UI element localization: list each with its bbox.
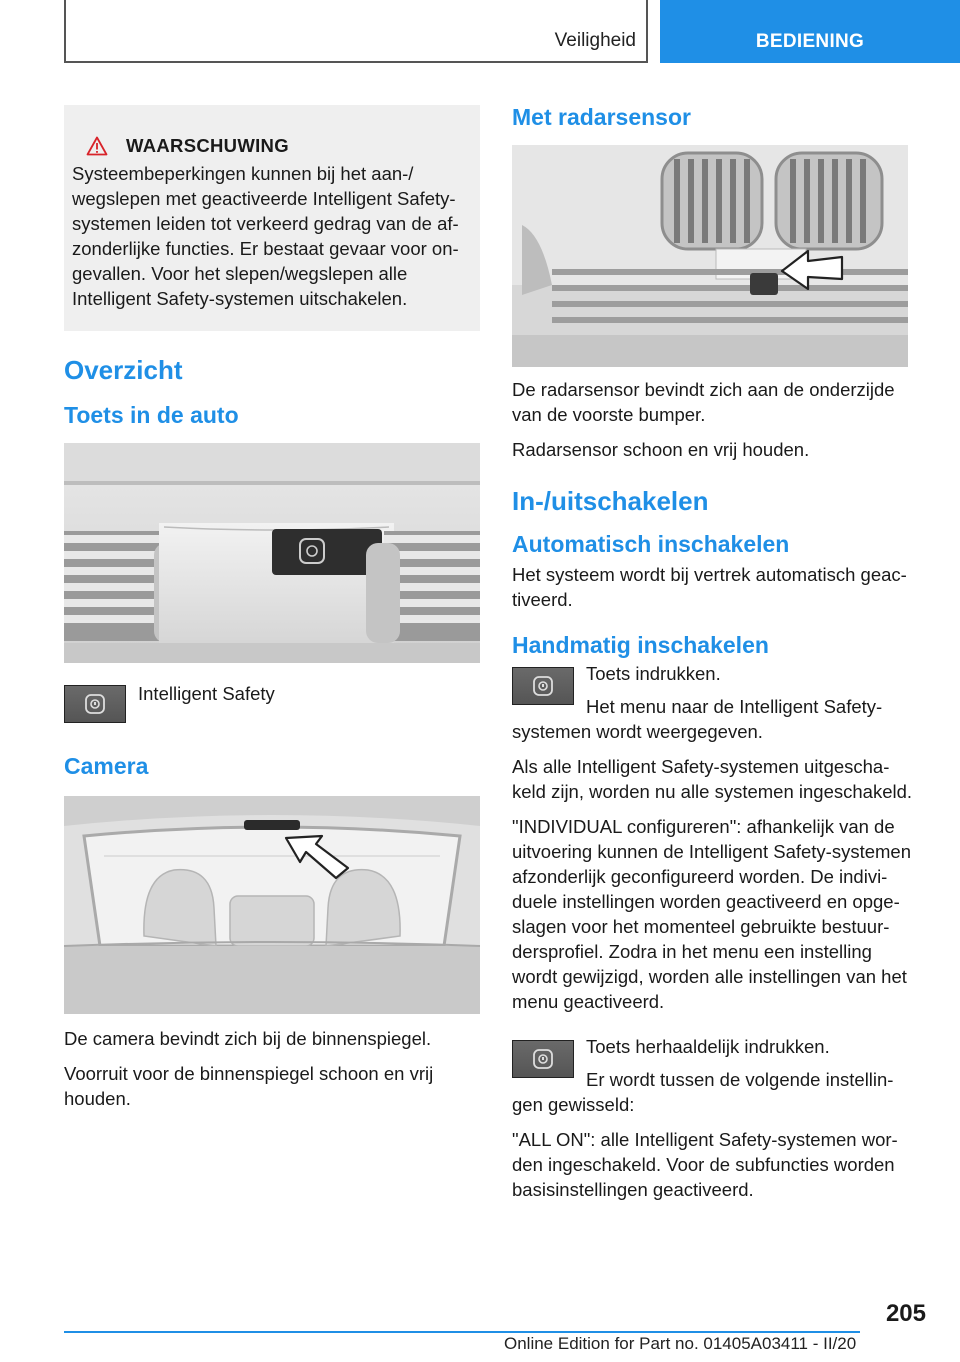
dashboard-button-figure	[64, 443, 480, 663]
warning-title: WAARSCHUWING	[126, 135, 289, 156]
manual-all-off-text: Als alle Intelligent Safety-systemen uitgescha- keld zijn, worden nu alle systemen ingeschakeld.	[512, 756, 913, 802]
all-on-text: "ALL ON": alle Intelligent Safety-systemen wor- den ingeschakeld. Voor de subfuncties worden basisinstellingen geactiveerd.	[512, 1129, 898, 1200]
heading-on-off: In-/uitschakelen	[512, 486, 709, 516]
heading-camera: Camera	[64, 753, 149, 779]
warning-text: Systeembeperkingen kunnen bij het aan-/ wegslepen met geactiveerde Intelligent Safety- systemen leiden tot verkeerd gedrag van de af- zonderlijke functies. Er bestaat gevaar voor on- gevallen. Voor het slepen/wegslepen alle Intelligent Safety-systemen uitschakelen.	[72, 163, 459, 309]
left-column	[64, 100, 480, 1121]
camera-figure	[64, 796, 480, 1014]
heading-radar: Met radarsensor	[512, 104, 691, 130]
camera-clean-text: Voorruit voor de binnenspiegel schoon en vrij houden.	[64, 1063, 434, 1109]
edition-text: Online Edition for Part no. 01405A03411 - II/20	[504, 1334, 857, 1353]
warning-box	[64, 105, 480, 331]
repeat-switch-text-rest: gen gewisseld:	[512, 1094, 635, 1115]
intelligent-safety-button-icon	[512, 1040, 574, 1078]
manual-menu-text-rest: systemen wordt weergegeven.	[512, 721, 763, 742]
manual-step-text: Toets indrukken.	[586, 663, 721, 684]
footer-divider	[64, 1331, 860, 1333]
page-number: 205	[885, 1300, 926, 1327]
warning-triangle-icon	[86, 136, 108, 156]
auto-on-text: Het systeem wordt bij vertrek automatisch geac- tiveerd.	[512, 564, 907, 610]
repeat-step-text: Toets herhaaldelijk indrukken.	[586, 1036, 830, 1057]
radar-clean-text: Radarsensor schoon en vrij houden.	[512, 439, 810, 460]
repeat-step-block	[512, 1036, 928, 1117]
camera-location-text: De camera bevindt zich bij de binnenspiegel.	[64, 1028, 432, 1049]
repeat-switch-text-first: Er wordt tussen de volgende instellin-	[586, 1069, 894, 1090]
heading-button-in-car: Toets in de auto	[64, 402, 239, 428]
right-column	[512, 100, 928, 1212]
button-legend	[64, 685, 480, 723]
chapter-tab	[660, 0, 960, 63]
heading-auto-on: Automatisch inschakelen	[512, 531, 790, 557]
section-title: Veiligheid	[554, 30, 636, 51]
intelligent-safety-button-icon	[64, 685, 126, 723]
intelligent-safety-button-icon	[512, 667, 574, 705]
manual-individual-text: "INDIVIDUAL configureren": afhankelijk van de uitvoering kunnen de Intelligent Safety-systemen afzonderlijk geconfigureerd worden. De indivi- duele instellingen worden geactiveerd en opge- slagen voor het momenteel gebruikte bestuur- dersprofiel. Zodra in het menu een instelling wordt gewijzigd, worden alle instellingen van het menu geactiveerd.	[512, 816, 912, 1012]
radar-location-text: De radarsensor bevindt zich aan de onderzijde van de voorste bumper.	[512, 379, 895, 425]
heading-overview: Overzicht	[64, 355, 183, 385]
chapter-label: BEDIENING	[755, 31, 865, 52]
manual-menu-text-first: Het menu naar de Intelligent Safety-	[586, 696, 883, 717]
heading-manual-on: Handmatig inschakelen	[512, 632, 769, 658]
manual-step-block	[512, 663, 928, 744]
radar-figure	[512, 145, 908, 367]
button-label: Intelligent Safety	[138, 683, 275, 704]
warning-heading	[86, 135, 472, 157]
